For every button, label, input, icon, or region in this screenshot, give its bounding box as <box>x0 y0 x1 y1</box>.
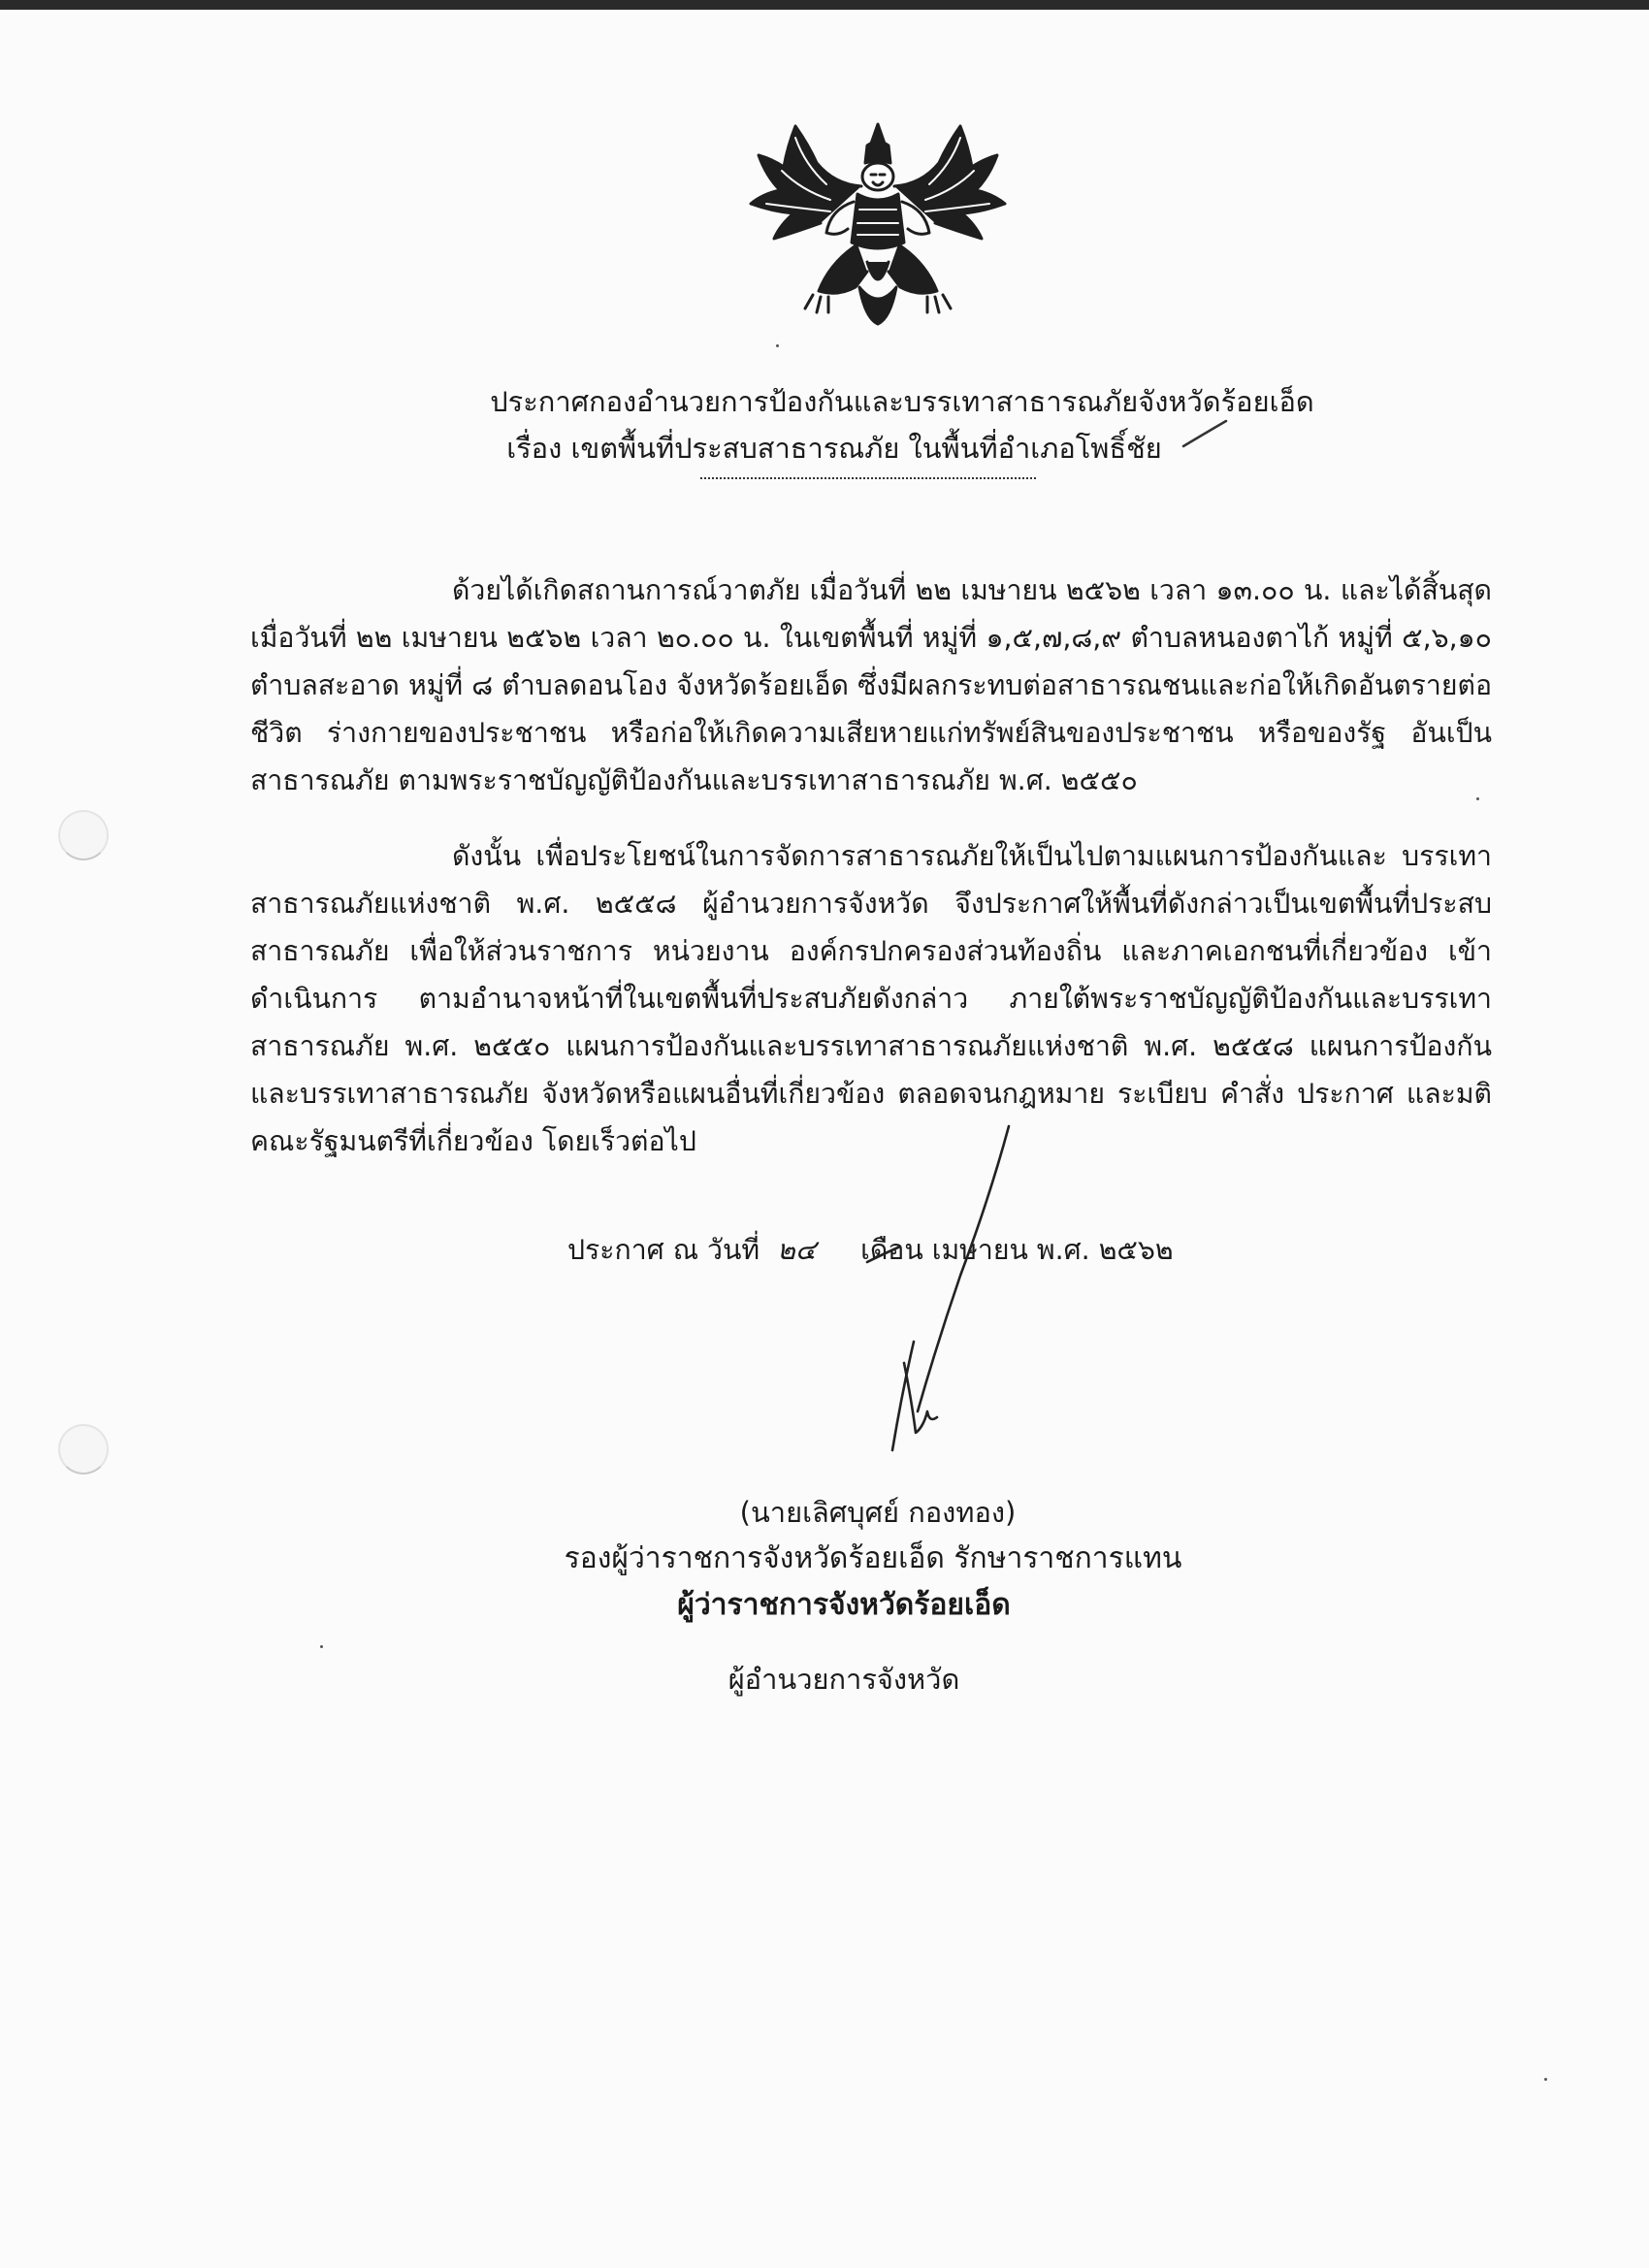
punch-hole-upper <box>58 810 109 860</box>
scan-speck <box>1476 797 1479 800</box>
scan-speck <box>320 1645 323 1648</box>
handwritten-day: ๒๔ <box>777 1234 817 1266</box>
date-prefix: ประกาศ ณ วันที่ <box>567 1234 760 1266</box>
body-paragraph-1: ด้วยได้เกิดสถานการณ์วาตภัย เมื่อวันที่ ๒๒ เมษายน ๒๕๖๒ เวลา ๑๓.๐๐ น. และได้สิ้นสุด เมื่อวันที่ ๒๒ เมษายน ๒๕๖๒ เวลา ๒๐.๐๐ น. ในเขตพื้นที่ หมู่ที่ ๑,๕,๗,๘,๙ ตำบลหนองตาไก้ หมู่ที่ ๕,๖,๑๐ ตำบลสะอาด หมู่ที่ ๘ ตำบลดอนโอง จังหวัดร้อยเอ็ด ซึ่งมีผลกระทบต่อสาธารณชนและก่อให้เกิดอันตรายต่อชีวิต ร่างกายของประชาชน หรือก่อให้เกิดความเสียหายแก่ทรัพย์สินของประชาชน หรือของรัฐ อันเป็นสาธารณภัย ตามพระราชบัญญัติป้องกันและบรรเทาสาธารณภัย พ.ศ. ๒๕๕๐ <box>250 574 1492 796</box>
signatory-position: รองผู้ว่าราชการจังหวัดร้อยเอ็ด รักษาราชการแทน <box>564 1541 1182 1575</box>
header-title: ประกาศกองอำนวยการป้องกันและบรรเทาสาธารณภัยจังหวัดร้อยเอ็ด <box>490 385 1314 418</box>
scan-top-edge <box>0 0 1649 10</box>
punch-hole-lower <box>58 1424 109 1474</box>
signatory-name: (นายเลิศบุศย์ กองทอง) <box>739 1496 1017 1529</box>
scan-speck <box>1544 2078 1547 2081</box>
date-month-year: เดือน เมษายน พ.ศ. ๒๕๖๒ <box>860 1234 1174 1266</box>
handwritten-signature <box>844 1120 1038 1470</box>
header-divider <box>700 477 1036 479</box>
body-paragraph-2: ดังนั้น เพื่อประโยชน์ในการจัดการสาธารณภัยให้เป็นไปตามแผนการป้องกันและ บรรเทาสาธารณภัยแห่งชาติ พ.ศ. ๒๕๕๘ ผู้อำนวยการจังหวัด จึงประกาศให้พื้นที่ดังกล่าวเป็นเขตพื้นที่ประสบ สาธารณภัย เพื่อให้ส่วนราชการ หน่วยงาน องค์กรปกครองส่วนท้องถิ่น และภาคเอกชนที่เกี่ยวข้อง เข้าดำเนินการ ตามอำนาจหน้าที่ในเขตพื้นที่ประสบภัยดังกล่าว ภายใต้พระราชบัญญัติป้องกันและบรรเทาสาธารณภัย พ.ศ. ๒๕๕๐ แผนการป้องกันและบรรเทาสาธารณภัยแห่งชาติ พ.ศ. ๒๕๕๘ แผนการป้องกันและบรรเทาสาธารณภัย จังหวัดหรือแผนอื่นที่เกี่ยวข้อง ตลอดจนกฎหมาย ระเบียบ คำสั่ง ประกาศ และมติคณะรัฐมนตรีที่เกี่ยวข้อง โดยเร็วต่อไป <box>250 840 1492 1157</box>
announcement-header <box>0 378 1649 471</box>
header-subject: เรื่อง เขตพื้นที่ประสบสาธารณภัย ในพื้นที่อำเภอโพธิ์ชัย <box>506 432 1162 465</box>
signatory-position-governor: ผู้ว่าราชการจังหวัดร้อยเอ็ด <box>677 1588 1011 1622</box>
signatory-role: ผู้อำนวยการจังหวัด <box>728 1663 960 1696</box>
scan-speck <box>776 344 779 347</box>
signature-block <box>0 1489 1649 1702</box>
pen-tick-mark <box>1181 419 1230 448</box>
garuda-emblem-icon <box>737 116 1018 340</box>
